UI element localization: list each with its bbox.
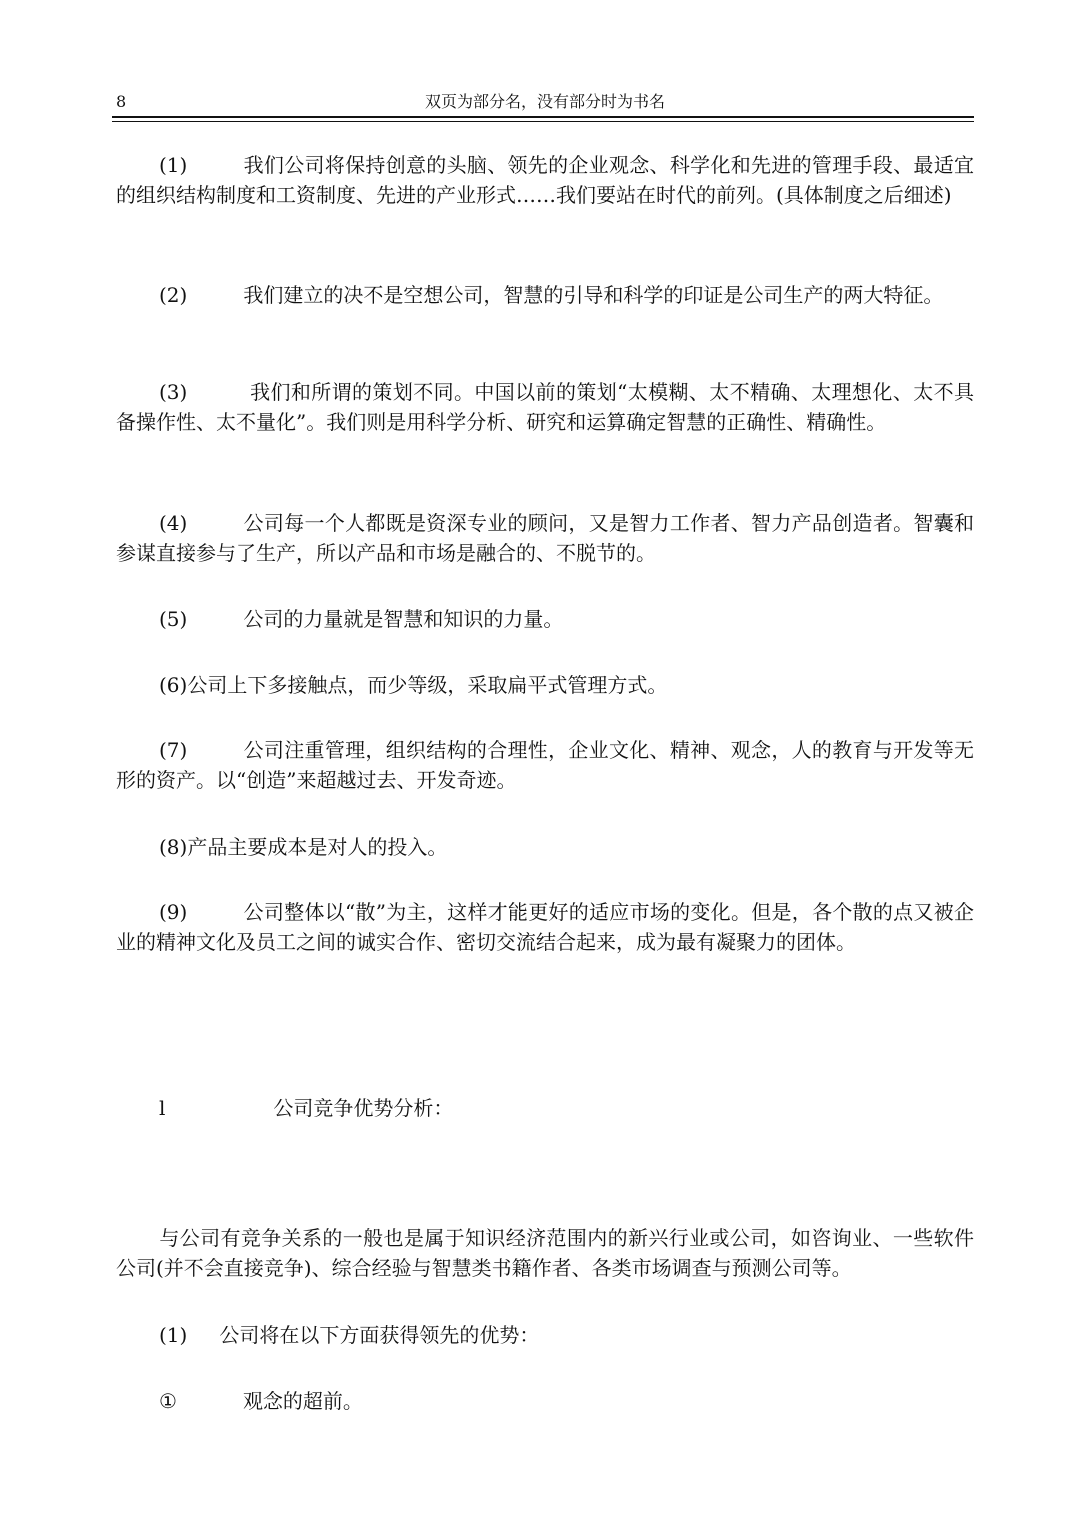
paragraph-4 (116, 508, 974, 568)
paragraph-8 (116, 832, 974, 862)
paragraph-text: 我们建立的决不是空想公司，智慧的引导和科学的印证是公司生产的两大特征。 (243, 283, 944, 307)
paragraph-5 (116, 604, 974, 634)
paragraph-text: 我们公司将保持创意的头脑、领先的企业观念、科学化和先进的管理手段、最适宜的组织结构制度和工资制度、先进的产业形式……我们要站在时代的前列。(具体制度之后细述) (116, 153, 974, 207)
paragraph-number: (2) (159, 283, 188, 307)
paragraph-9 (116, 897, 974, 957)
paragraph-3 (116, 377, 974, 437)
paragraph-text: 公司整体以“散”为主，这样才能更好的适应市场的变化。但是，各个散的点又被企业的精神文化及员工之间的诚实合作、密切交流结合起来，成为最有凝聚力的团体。 (116, 900, 974, 954)
page-header (116, 90, 974, 114)
paragraph-2 (116, 280, 974, 310)
section-intro (116, 1223, 974, 1283)
advantages-number: (1) (159, 1323, 188, 1347)
header-rule-thick (112, 116, 974, 118)
advantages-text: 公司将在以下方面获得领先的优势： (219, 1323, 540, 1347)
section-number: l (159, 1096, 166, 1120)
paragraph-text: 公司的力量就是智慧和知识的力量。 (243, 607, 564, 631)
paragraph-number: (5) (159, 607, 188, 631)
paragraph-text: 公司注重管理，组织结构的合理性，企业文化、精神、观念，人的教育与开发等无形的资产。以“创造”来超越过去、开发奇迹。 (116, 738, 974, 792)
paragraph-number: (1) (159, 153, 188, 177)
section-title: 公司竞争优势分析： (273, 1096, 454, 1120)
paragraph-6 (116, 670, 974, 700)
paragraph-text: 公司每一个人都既是资深专业的顾问，又是智力工作者、智力产品创造者。智囊和参谋直接参与了生产，所以产品和市场是融合的、不脱节的。 (116, 511, 974, 565)
paragraph-number: (4) (159, 511, 188, 535)
running-title: 双页为部分名，没有部分时为书名 (424, 92, 665, 111)
section-intro-text: 与公司有竞争关系的一般也是属于知识经济范围内的新兴行业或公司，如咨询业、一些软件公司(并不会直接竞争)、综合经验与智慧类书籍作者、各类市场调查与预测公司等。 (116, 1226, 974, 1280)
header-rule-thin (112, 121, 974, 122)
paragraph-number: (7) (159, 738, 188, 762)
advantage-item-1 (116, 1386, 974, 1416)
paragraph-text: 我们和所谓的策划不同。中国以前的策划“太模糊、太不精确、太理想化、太不具备操作性、太不量化”。我们则是用科学分析、研究和运算确定智慧的正确性、精确性。 (116, 380, 974, 434)
advantage-item-text: 观念的超前。 (242, 1389, 363, 1413)
paragraph-number: (8) (159, 835, 188, 859)
paragraph-number: (3) (159, 380, 188, 404)
paragraph-text: 产品主要成本是对人的投入。 (187, 835, 448, 859)
paragraph-1 (116, 150, 974, 210)
advantages-heading (116, 1320, 974, 1350)
advantage-item-number: ① (159, 1389, 177, 1413)
paragraph-number: (9) (159, 900, 188, 924)
section-heading (116, 1093, 974, 1123)
page-number: 8 (116, 92, 127, 111)
paragraph-7 (116, 735, 974, 795)
paragraph-number: (6) (159, 673, 188, 697)
paragraph-text: 公司上下多接触点，而少等级，采取扁平式管理方式。 (187, 673, 668, 697)
